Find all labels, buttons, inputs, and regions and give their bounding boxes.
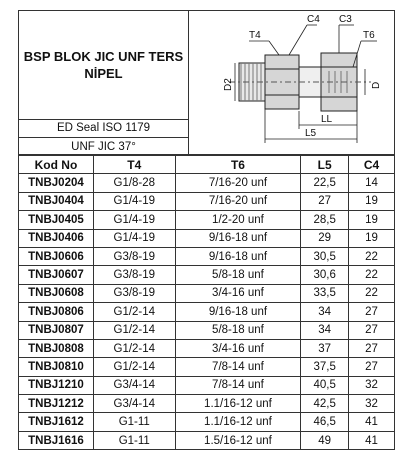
table-row xyxy=(19,395,395,413)
label-c3: C3 xyxy=(339,14,352,25)
cell-l5: 30,6 xyxy=(301,266,349,284)
cell-t6: 5/8-18 unf xyxy=(175,266,301,284)
header-t6: T6 xyxy=(175,156,301,174)
cell-code: TNBJ0607 xyxy=(19,266,94,284)
table-row xyxy=(19,229,395,247)
cell-c4: 19 xyxy=(349,211,395,229)
cell-l5: 42,5 xyxy=(301,395,349,413)
header-t4: T4 xyxy=(93,156,175,174)
cell-l5: 34 xyxy=(301,303,349,321)
cell-l5: 30,5 xyxy=(301,247,349,265)
cell-t6: 7/16-20 unf xyxy=(175,174,301,192)
label-l5: L5 xyxy=(305,128,317,139)
cell-code: TNBJ0806 xyxy=(19,303,94,321)
label-c4: C4 xyxy=(307,14,320,25)
cell-c4: 41 xyxy=(349,431,395,449)
cell-t6: 3/4-16 unf xyxy=(175,339,301,357)
cell-l5: 33,5 xyxy=(301,284,349,302)
title-line-2: NİPEL xyxy=(84,66,123,81)
cell-t4: G1-11 xyxy=(93,413,175,431)
cell-c4: 27 xyxy=(349,339,395,357)
table-row xyxy=(19,413,395,431)
table-row xyxy=(19,266,395,284)
cell-t4: G1/4-19 xyxy=(93,229,175,247)
cell-t4: G1/2-14 xyxy=(93,303,175,321)
cell-t6: 1.1/16-12 unf xyxy=(175,413,301,431)
cell-code: TNBJ0606 xyxy=(19,247,94,265)
table-row xyxy=(19,303,395,321)
title-cell xyxy=(19,11,189,119)
label-ll: LL xyxy=(321,114,333,125)
cell-t6: 7/8-14 unf xyxy=(175,358,301,376)
table-row xyxy=(19,211,395,229)
spec-table xyxy=(18,155,395,450)
cell-l5: 27 xyxy=(301,192,349,210)
cell-t6: 7/8-14 unf xyxy=(175,376,301,394)
cell-c4: 41 xyxy=(349,413,395,431)
cell-l5: 28,5 xyxy=(301,211,349,229)
label-t4: T4 xyxy=(249,30,261,41)
cell-c4: 19 xyxy=(349,229,395,247)
cell-t6: 1/2-20 unf xyxy=(175,211,301,229)
cell-t4: G1/4-19 xyxy=(93,192,175,210)
header-c4: C4 xyxy=(349,156,395,174)
table-header-row xyxy=(19,156,395,174)
cell-t6: 9/16-18 unf xyxy=(175,303,301,321)
cell-t6: 9/16-18 unf xyxy=(175,229,301,247)
cell-c4: 14 xyxy=(349,174,395,192)
cell-t4: G3/8-19 xyxy=(93,266,175,284)
cell-t4: G1/8-28 xyxy=(93,174,175,192)
table-row xyxy=(19,431,395,449)
cell-code: TNBJ0406 xyxy=(19,229,94,247)
table-row xyxy=(19,174,395,192)
table-row xyxy=(19,247,395,265)
cell-l5: 46,5 xyxy=(301,413,349,431)
cell-code: TNBJ0808 xyxy=(19,339,94,357)
header-block xyxy=(18,10,395,155)
fitting-drawing xyxy=(189,11,396,156)
cell-l5: 40,5 xyxy=(301,376,349,394)
cell-c4: 27 xyxy=(349,358,395,376)
title-line-1: BSP BLOK JIC UNF TERS xyxy=(23,49,184,64)
cell-code: TNBJ1616 xyxy=(19,431,94,449)
cell-l5: 34 xyxy=(301,321,349,339)
cell-l5: 49 xyxy=(301,431,349,449)
cell-code: TNBJ0404 xyxy=(19,192,94,210)
cell-code: TNBJ0810 xyxy=(19,358,94,376)
cell-t6: 7/16-20 unf xyxy=(175,192,301,210)
cell-t4: G1-11 xyxy=(93,431,175,449)
seal-standard: ED Seal ISO 1179 xyxy=(19,119,189,137)
cell-t6: 1.1/16-12 unf xyxy=(175,395,301,413)
cell-t4: G1/2-14 xyxy=(93,321,175,339)
table-row xyxy=(19,192,395,210)
table-row xyxy=(19,339,395,357)
cell-c4: 27 xyxy=(349,303,395,321)
thread-standard: UNF JIC 37° xyxy=(19,137,189,156)
label-d2: D2 xyxy=(223,78,234,91)
cell-t6: 9/16-18 unf xyxy=(175,247,301,265)
cell-code: TNBJ0608 xyxy=(19,284,94,302)
table-row xyxy=(19,321,395,339)
cell-code: TNBJ0204 xyxy=(19,174,94,192)
cell-c4: 22 xyxy=(349,266,395,284)
cell-code: TNBJ1212 xyxy=(19,395,94,413)
cell-c4: 22 xyxy=(349,247,395,265)
table-row xyxy=(19,376,395,394)
cell-t4: G3/8-19 xyxy=(93,247,175,265)
cell-c4: 22 xyxy=(349,284,395,302)
table-row xyxy=(19,284,395,302)
cell-code: TNBJ1612 xyxy=(19,413,94,431)
cell-c4: 32 xyxy=(349,395,395,413)
cell-t6: 1.5/16-12 unf xyxy=(175,431,301,449)
cell-t4: G1/2-14 xyxy=(93,358,175,376)
product-title xyxy=(24,48,183,82)
cell-t4: G3/8-19 xyxy=(93,284,175,302)
cell-l5: 37 xyxy=(301,339,349,357)
label-t6: T6 xyxy=(363,30,375,41)
cell-c4: 32 xyxy=(349,376,395,394)
label-d: D xyxy=(371,81,382,89)
header-code: Kod No xyxy=(19,156,94,174)
cell-c4: 19 xyxy=(349,192,395,210)
cell-code: TNBJ0405 xyxy=(19,211,94,229)
cell-t4: G3/4-14 xyxy=(93,395,175,413)
cell-code: TNBJ0807 xyxy=(19,321,94,339)
cell-t6: 5/8-18 unf xyxy=(175,321,301,339)
cell-t4: G1/2-14 xyxy=(93,339,175,357)
cell-l5: 22,5 xyxy=(301,174,349,192)
cell-l5: 37,5 xyxy=(301,358,349,376)
cell-t4: G1/4-19 xyxy=(93,211,175,229)
cell-c4: 27 xyxy=(349,321,395,339)
header-l5: L5 xyxy=(301,156,349,174)
cell-t6: 3/4-16 unf xyxy=(175,284,301,302)
cell-l5: 29 xyxy=(301,229,349,247)
cell-code: TNBJ1210 xyxy=(19,376,94,394)
table-row xyxy=(19,358,395,376)
cell-t4: G3/4-14 xyxy=(93,376,175,394)
